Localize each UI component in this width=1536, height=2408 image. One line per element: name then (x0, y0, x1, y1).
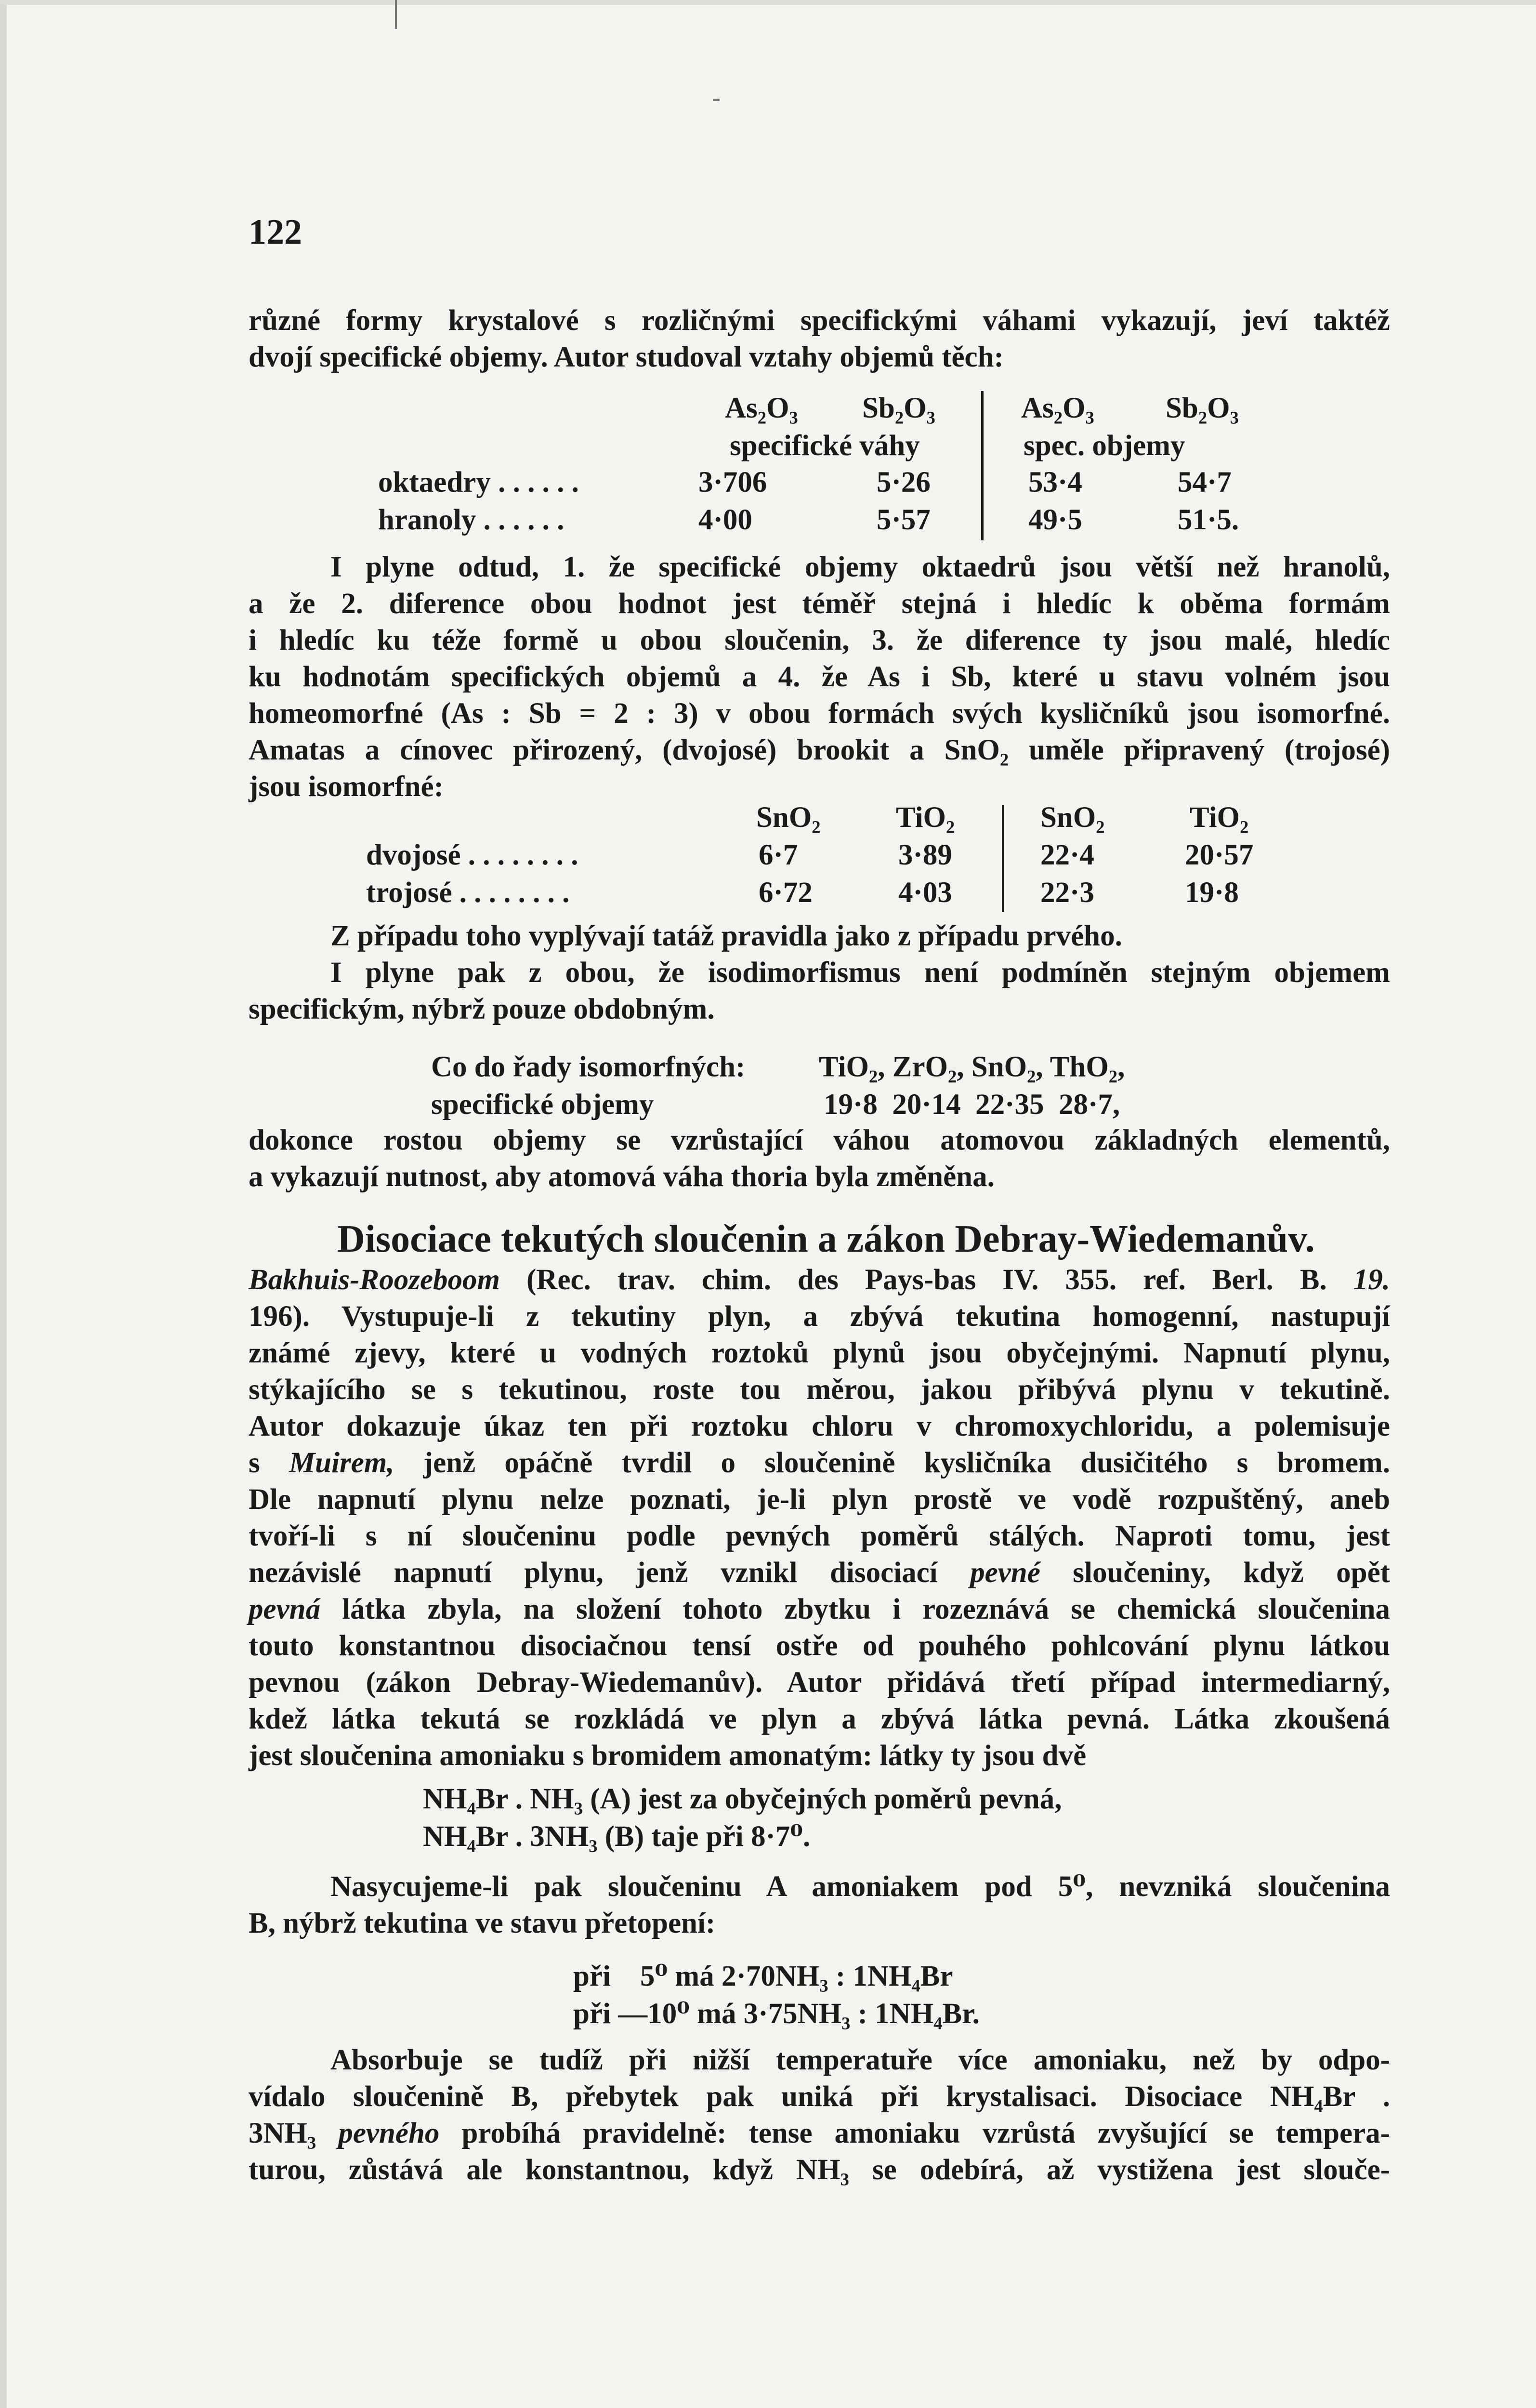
text-fragment: látka zbyla, na složení tohoto zbytku i rozeznává se chemická sloučenina (320, 1593, 1390, 1625)
text-fragment: probíhá pravidelně: tense amoniaku vzrůstá zvyšující se tempera- (439, 2117, 1390, 2149)
text-line: kdež látka tekutá se rozkládá ve plyn a zbývá látka pevná. Látka zkoušená (249, 1703, 1390, 1735)
scan-edge (0, 0, 7, 2408)
person-name: Muirem, (289, 1447, 394, 1479)
paragraph (249, 1869, 1390, 1942)
table-header: Sb₂O₃ (862, 392, 935, 424)
table-cell: 49·5 (1028, 504, 1082, 536)
text-line: Amatas a cínovec přirozený, (dvojosé) brookit a SnO₂ uměle připravený (trojosé) (249, 734, 1390, 766)
text-fragment: s (249, 1447, 289, 1479)
text-line: jsou isomorfné: (249, 771, 444, 803)
text-line (249, 1262, 1390, 1298)
text-line: tvoří-li s ní sloučeninu podle pevných poměrů stálých. Naproti tomu, jest (249, 1520, 1390, 1552)
citation-volume: 19. (1353, 1264, 1390, 1296)
section-heading: Disociace tekutých sloučenin a zákon Debray-Wiedemanův. (337, 1218, 1315, 1260)
intro-paragraph (249, 302, 1390, 376)
text-line: stýkajícího se s tekutinou, roste tou měrou, jakou přibývá plynu v tekutině. (249, 1374, 1390, 1406)
series-label: Co do řady isomorfných: (431, 1051, 746, 1083)
text-line: specifickým, nýbrž pouze obdobným. (249, 993, 715, 1025)
table-cell: 4·00 (698, 504, 752, 536)
scan-mark (395, 0, 397, 29)
paragraph (249, 2042, 1390, 2188)
text-line: turou, zůstává ale konstantnou, když NH₃ se odebírá, až vystižena jest slouče- (249, 2154, 1390, 2186)
text-line: dokonce rostou objemy se vzrůstající váhou atomovou základných elementů, (249, 1124, 1390, 1156)
table-header: Sb₂O₃ (1166, 392, 1239, 424)
text-line: jest sloučenina amoniaku s bromidem amonatým: látky ty jsou dvě (249, 1740, 1087, 1772)
text-line (249, 1591, 1390, 1628)
table-cell: 6·7 (759, 839, 798, 871)
formula-line: při 5⁰ má 2·70NH₃ : 1NH₄Br (573, 1960, 953, 1992)
text-line: a vykazují nutnost, aby atomová váha thoria byla změněna. (249, 1161, 995, 1193)
text-line: Absorbuje se tudíž při nižší temperatuře více amoniaku, než by odpo- (330, 2044, 1390, 2076)
series-label: specifické objemy (431, 1088, 654, 1121)
formula-line: NH₄Br . 3NH₃ (B) taje při 8·7⁰. (423, 1820, 811, 1853)
text-line: dvojí specifické objemy. Autor studoval vztahy objemů těch: (249, 341, 1004, 373)
text-fragment: 3NH₃ (249, 2117, 339, 2149)
text-line: vídalo sloučenině B, přebytek pak uniká při krystalisaci. Disociace NH₄Br . (249, 2081, 1390, 2113)
text-line: I plyne pak z obou, že isodimorfismus není podmíněn stejným objemem (330, 956, 1390, 989)
text-line: Z případu toho vyplývají tatáž pravidla jako z případu prvého. (330, 920, 1122, 952)
scan-edge-top (0, 0, 1536, 5)
table-row-label: hranoly . . . . . . (378, 504, 565, 536)
text-line: pevnou (zákon Debray-Wiedemanův). Autor přidává třetí případ intermediarný, (249, 1666, 1390, 1699)
table-header: As₂O₃ (1021, 392, 1094, 424)
text-fragment: nezávislé napnutí plynu, jenž vznikl disociací (249, 1557, 971, 1589)
formula-line: NH₄Br . NH₃ (A) jest za obyčejných poměrů pevná, (423, 1783, 1062, 1815)
text-line: různé formy krystalové s rozličnými specifickými váhami vykazují, jeví taktéž (249, 304, 1390, 337)
text-line: i hledíc ku téže formě u obou sloučenin, 3. že diference ty jsou malé, hledíc (249, 624, 1390, 656)
author-name: Bakhuis-Roozeboom (249, 1264, 500, 1296)
emphasis: pevného (338, 2117, 440, 2149)
text-line: Dle napnutí plynu nelze poznati, je-li plyn prostě ve vodě rozpuštěný, aneb (249, 1483, 1390, 1516)
text-line (249, 1445, 1390, 1481)
text-line: I plyne odtud, 1. že specifické objemy oktaedrů jsou větší než hranolů, (330, 551, 1390, 583)
table-cell: 6·72 (759, 877, 813, 909)
text-fragment: jenž opáčně tvrdil o sloučenině kysličníka dusičitého s bromem. (394, 1447, 1390, 1479)
table-row-label: trojosé . . . . . . . . (366, 877, 570, 909)
table-header: As₂O₃ (725, 392, 798, 424)
paragraph (249, 549, 1390, 805)
table-row-label: oktaedry . . . . . . (378, 466, 579, 498)
table-cell: 51·5. (1178, 504, 1239, 536)
text-line: Nasycujeme-li pak sloučeninu A amoniakem pod 5⁰, nevzniká sloučenina (330, 1871, 1390, 1903)
citation: (Rec. trav. chim. des Pays-bas IV. 355. ref. Berl. B. (500, 1264, 1353, 1296)
table-divider (981, 391, 984, 540)
table-cell: 3·706 (698, 466, 767, 498)
table-cell: 19·8 (1185, 877, 1239, 909)
emphasis: pevná (249, 1593, 321, 1625)
table-subheader: specifické váhy (730, 430, 920, 462)
paragraph (249, 1122, 1390, 1195)
text-line: touto konstantnou disociačnou tensí ostře od pouhého pohlcování plynu látkou (249, 1630, 1390, 1662)
text-line (249, 1555, 1390, 1591)
formula-line: při —10⁰ má 3·75NH₃ : 1NH₄Br. (573, 1998, 980, 2030)
table-header: SnO₂ (756, 801, 821, 834)
table-header: TiO₂ (896, 801, 955, 834)
text-line: ku hodnotám specifických objemů a 4. že As i Sb, které u stavu volném jsou (249, 661, 1390, 693)
table-cell: 22·4 (1040, 839, 1094, 871)
table-cell: 3·89 (898, 839, 952, 871)
table-cell: 5·26 (877, 466, 931, 498)
table-cell: 20·57 (1185, 839, 1254, 871)
table-cell: 4·03 (898, 877, 952, 909)
scan-mark (713, 99, 720, 101)
text-line: B, nýbrž tekutina ve stavu přetopení: (249, 1907, 716, 1939)
text-line: známé zjevy, které u vodných roztoků plynů jsou obyčejnými. Napnutí plynu, (249, 1337, 1390, 1369)
text-line: homeomorfné (As : Sb = 2 : 3) v obou formách svých kysličníků jsou isomorfné. (249, 697, 1390, 730)
table-header: SnO₂ (1040, 801, 1105, 834)
paragraph (249, 1262, 1390, 1774)
table-row-label: dvojosé . . . . . . . . (366, 839, 578, 871)
text-line: 196). Vystupuje-li z tekutiny plyn, a zbývá tekutina homogenní, nastupují (249, 1300, 1390, 1333)
table-divider (1002, 805, 1004, 912)
text-fragment: sloučeniny, když opět (1040, 1557, 1391, 1589)
table-header: TiO₂ (1190, 801, 1249, 834)
text-line: a že 2. diference obou hodnot jest téměř stejná i hledíc k oběma formám (249, 588, 1390, 620)
text-line (249, 2115, 1390, 2152)
table-cell: 54·7 (1178, 466, 1232, 498)
page-number: 122 (249, 212, 302, 252)
emphasis: pevné (970, 1557, 1040, 1589)
table-cell: 53·4 (1028, 466, 1082, 498)
table-cell: 22·3 (1040, 877, 1094, 909)
series-items: TiO₂, ZrO₂, SnO₂, ThO₂, (819, 1051, 1125, 1083)
table-cell: 5·57 (877, 504, 931, 536)
table-subheader: spec. objemy (1024, 430, 1185, 462)
paragraph (249, 918, 1390, 1028)
series-values: 19·8 20·14 22·35 28·7, (824, 1088, 1120, 1121)
text-line: Autor dokazuje úkaz ten při roztoku chloru v chromoxychloridu, a polemisuje (249, 1410, 1390, 1442)
